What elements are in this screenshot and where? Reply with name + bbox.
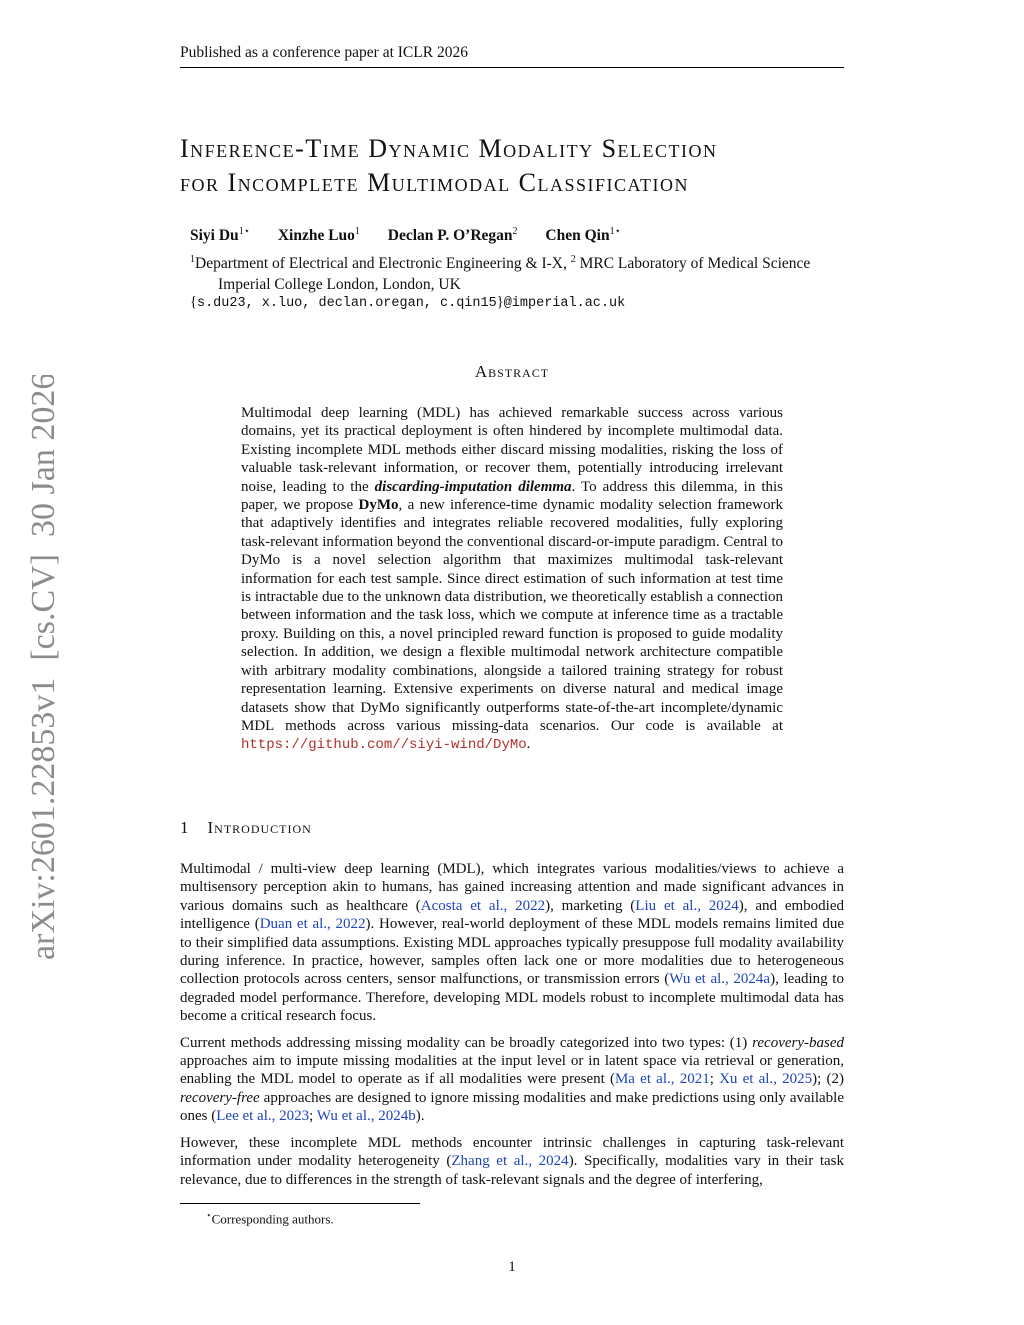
paper-title xyxy=(180,132,880,200)
paragraph-text: ). However, real-world deployment of these MDL models remains limited due to their simplified data assumptions. Existing MDL approaches typically presuppose full modality availability during inference. In practice, however, samples often lack one or more modalities due to heterogeneous collection protocols across centers, sensor malfunctions, or transmission errors ( xyxy=(180,916,845,988)
section-title: Introduction xyxy=(207,818,312,837)
abstract-body: Multimodal deep learning (MDL) has achieved remarkable success across various domains, yet its practical deployment is often hindered by incomplete multimodal data. Existing incomplete MDL methods either discard missing modalities, risking the loss of valuable task-relevant information, or recover them, potentially introducing irrelevant noise, leading to the discarding-imputation dilemma. To address this dilemma, in this paper, we propose DyMo, a new inference-time dynamic modality selection framework that adaptively identifies and integrates reliable recovered modalities, fully exploring task-relevant information beyond the conventional discard-or-impute paradigm. Central to DyMo is a novel selection algorithm that maximizes multimodal task-relevant information for each test sample. Since direct estimation of such information at test time is intractable due to the unknown data distribution, we theoretically establish a connection between information and the task loss, which we compute at inference time as a tractable proxy. Building on this, a novel principled reward function is proposed to guide modality selection. In addition, we design a flexible multimodal network architecture compatible with arbitrary modality combinations, alongside a tailored training strategy for robust representation learning. Extensive experiments on diverse natural and medical image datasets show that DyMo significantly outperforms state-of-the-art incomplete/dynamic MDL methods across various missing-data scenarios. Our code is available at https://github.com//siyi-wind/DyMo. xyxy=(241,405,784,754)
running-header: Published as a conference paper at ICLR 2026 xyxy=(180,44,844,68)
intro-paragraph-1 xyxy=(180,860,844,1026)
paragraph-text: ; xyxy=(709,1071,720,1088)
title-line-2: for Incomplete Multimodal Classification xyxy=(180,168,689,197)
citation-link[interactable]: Xu et al., 2025 xyxy=(719,1071,813,1088)
section-heading-introduction xyxy=(180,818,312,838)
arxiv-identifier: arXiv:2601.22853v1 [cs.CV] 30 Jan 2026 xyxy=(25,375,62,960)
abstract-heading: Abstract xyxy=(474,362,550,381)
intro-paragraph-2 xyxy=(180,1034,844,1126)
intro-paragraph-3 xyxy=(180,1134,844,1189)
citation-link[interactable]: Ma et al., 2021 xyxy=(614,1071,710,1088)
paragraph-text: ); (2) xyxy=(812,1071,845,1088)
paragraph-text: ). Specifically, modalities vary in their task relevance, due to differences in the strength of task-relevant signals and the degree of interfering, xyxy=(180,1153,844,1188)
citation-link[interactable]: Lee et al., 2023 xyxy=(216,1108,310,1125)
abstract-emphasis: discarding-imputation dilemma xyxy=(374,478,572,495)
paragraph-text: ), marketing ( xyxy=(545,897,636,914)
italic-term: recovery-based xyxy=(752,1034,844,1051)
citation-link[interactable]: Wu et al., 2024b xyxy=(316,1108,416,1125)
author-emails: {s.du23, x.luo, declan.oregan, c.qin15}@imperial.ac.uk xyxy=(190,294,626,311)
footnote: ⋆Corresponding authors. xyxy=(206,1210,334,1227)
paragraph-text: Current methods addressing missing modality can be broadly categorized into two types: (1) xyxy=(180,1034,753,1051)
author-4: Chen Qin$^{1⋆}$ xyxy=(545,226,621,245)
author-list xyxy=(190,226,645,245)
affiliations xyxy=(190,249,810,295)
author-1: Siyi $Du^{1⋆}$ xyxy=(190,226,250,245)
footnote-divider xyxy=(180,1203,420,1204)
paragraph-text: approaches aim to impute missing modalities at the input level or in latent space via retrieval or generation, enabling the MDL model to operate as if all modalities were present ( xyxy=(180,1053,844,1088)
italic-term: recovery-free xyxy=(180,1089,260,1106)
citation-link[interactable]: Zhang et al., 2024 xyxy=(451,1153,569,1170)
method-name: DyMo xyxy=(358,497,399,514)
code-link[interactable]: https://github.com//siyi-wind/DyMo xyxy=(241,737,527,754)
title-line-1: Inference-Time Dynamic Modality Selection xyxy=(180,134,718,163)
paragraph-text: ; xyxy=(309,1108,317,1125)
paragraph-text: ), leading to degraded model performance. Therefore, developing MDL models robust to incomplete multimodal data has become a critical research focus. xyxy=(180,971,844,1025)
paragraph-text: However, these incomplete MDL methods encounter intrinsic challenges in capturing task-relevant information under modality heterogeneity ( xyxy=(180,1134,844,1170)
arxiv-sidebar-stamp xyxy=(20,375,65,960)
citation-link[interactable]: Liu et al., 2024 xyxy=(635,897,739,914)
paragraph-text: approaches are designed to ignore missing modalities and make predictions using only available ones ( xyxy=(180,1089,844,1125)
paragraph-text: ). xyxy=(415,1108,425,1125)
author-2: Xinzhe Luo$^1$ xyxy=(277,226,360,245)
citation-link[interactable]: Acosta et al., 2022 xyxy=(420,897,546,914)
paragraph-text: ), and embodied intelligence ( xyxy=(180,897,844,933)
affiliation-line-2: Imperial College London, London, UK xyxy=(218,276,461,294)
introduction-body xyxy=(180,860,844,1197)
page-number: 1 xyxy=(508,1259,516,1275)
paragraph-text: Multimodal / multi-view deep learning (MDL), which integrates various modalities/views to achieve a multisensory perception akin to humans, has gained increasing attention and made significant advances in various domains such as healthcare ( xyxy=(180,861,844,914)
citation-link[interactable]: Wu et al., 2024a xyxy=(669,971,771,988)
citation-link[interactable]: Duan et al., 2022 xyxy=(259,916,366,933)
affiliation-line-1: $^1$Department of Electrical and Electronic Engineering & I-X, $^2$ MRC Laboratory of Medical Science xyxy=(190,254,811,273)
author-3: Declan P. O’Regan$^2$ xyxy=(387,226,518,245)
section-number: 1 xyxy=(180,818,190,837)
